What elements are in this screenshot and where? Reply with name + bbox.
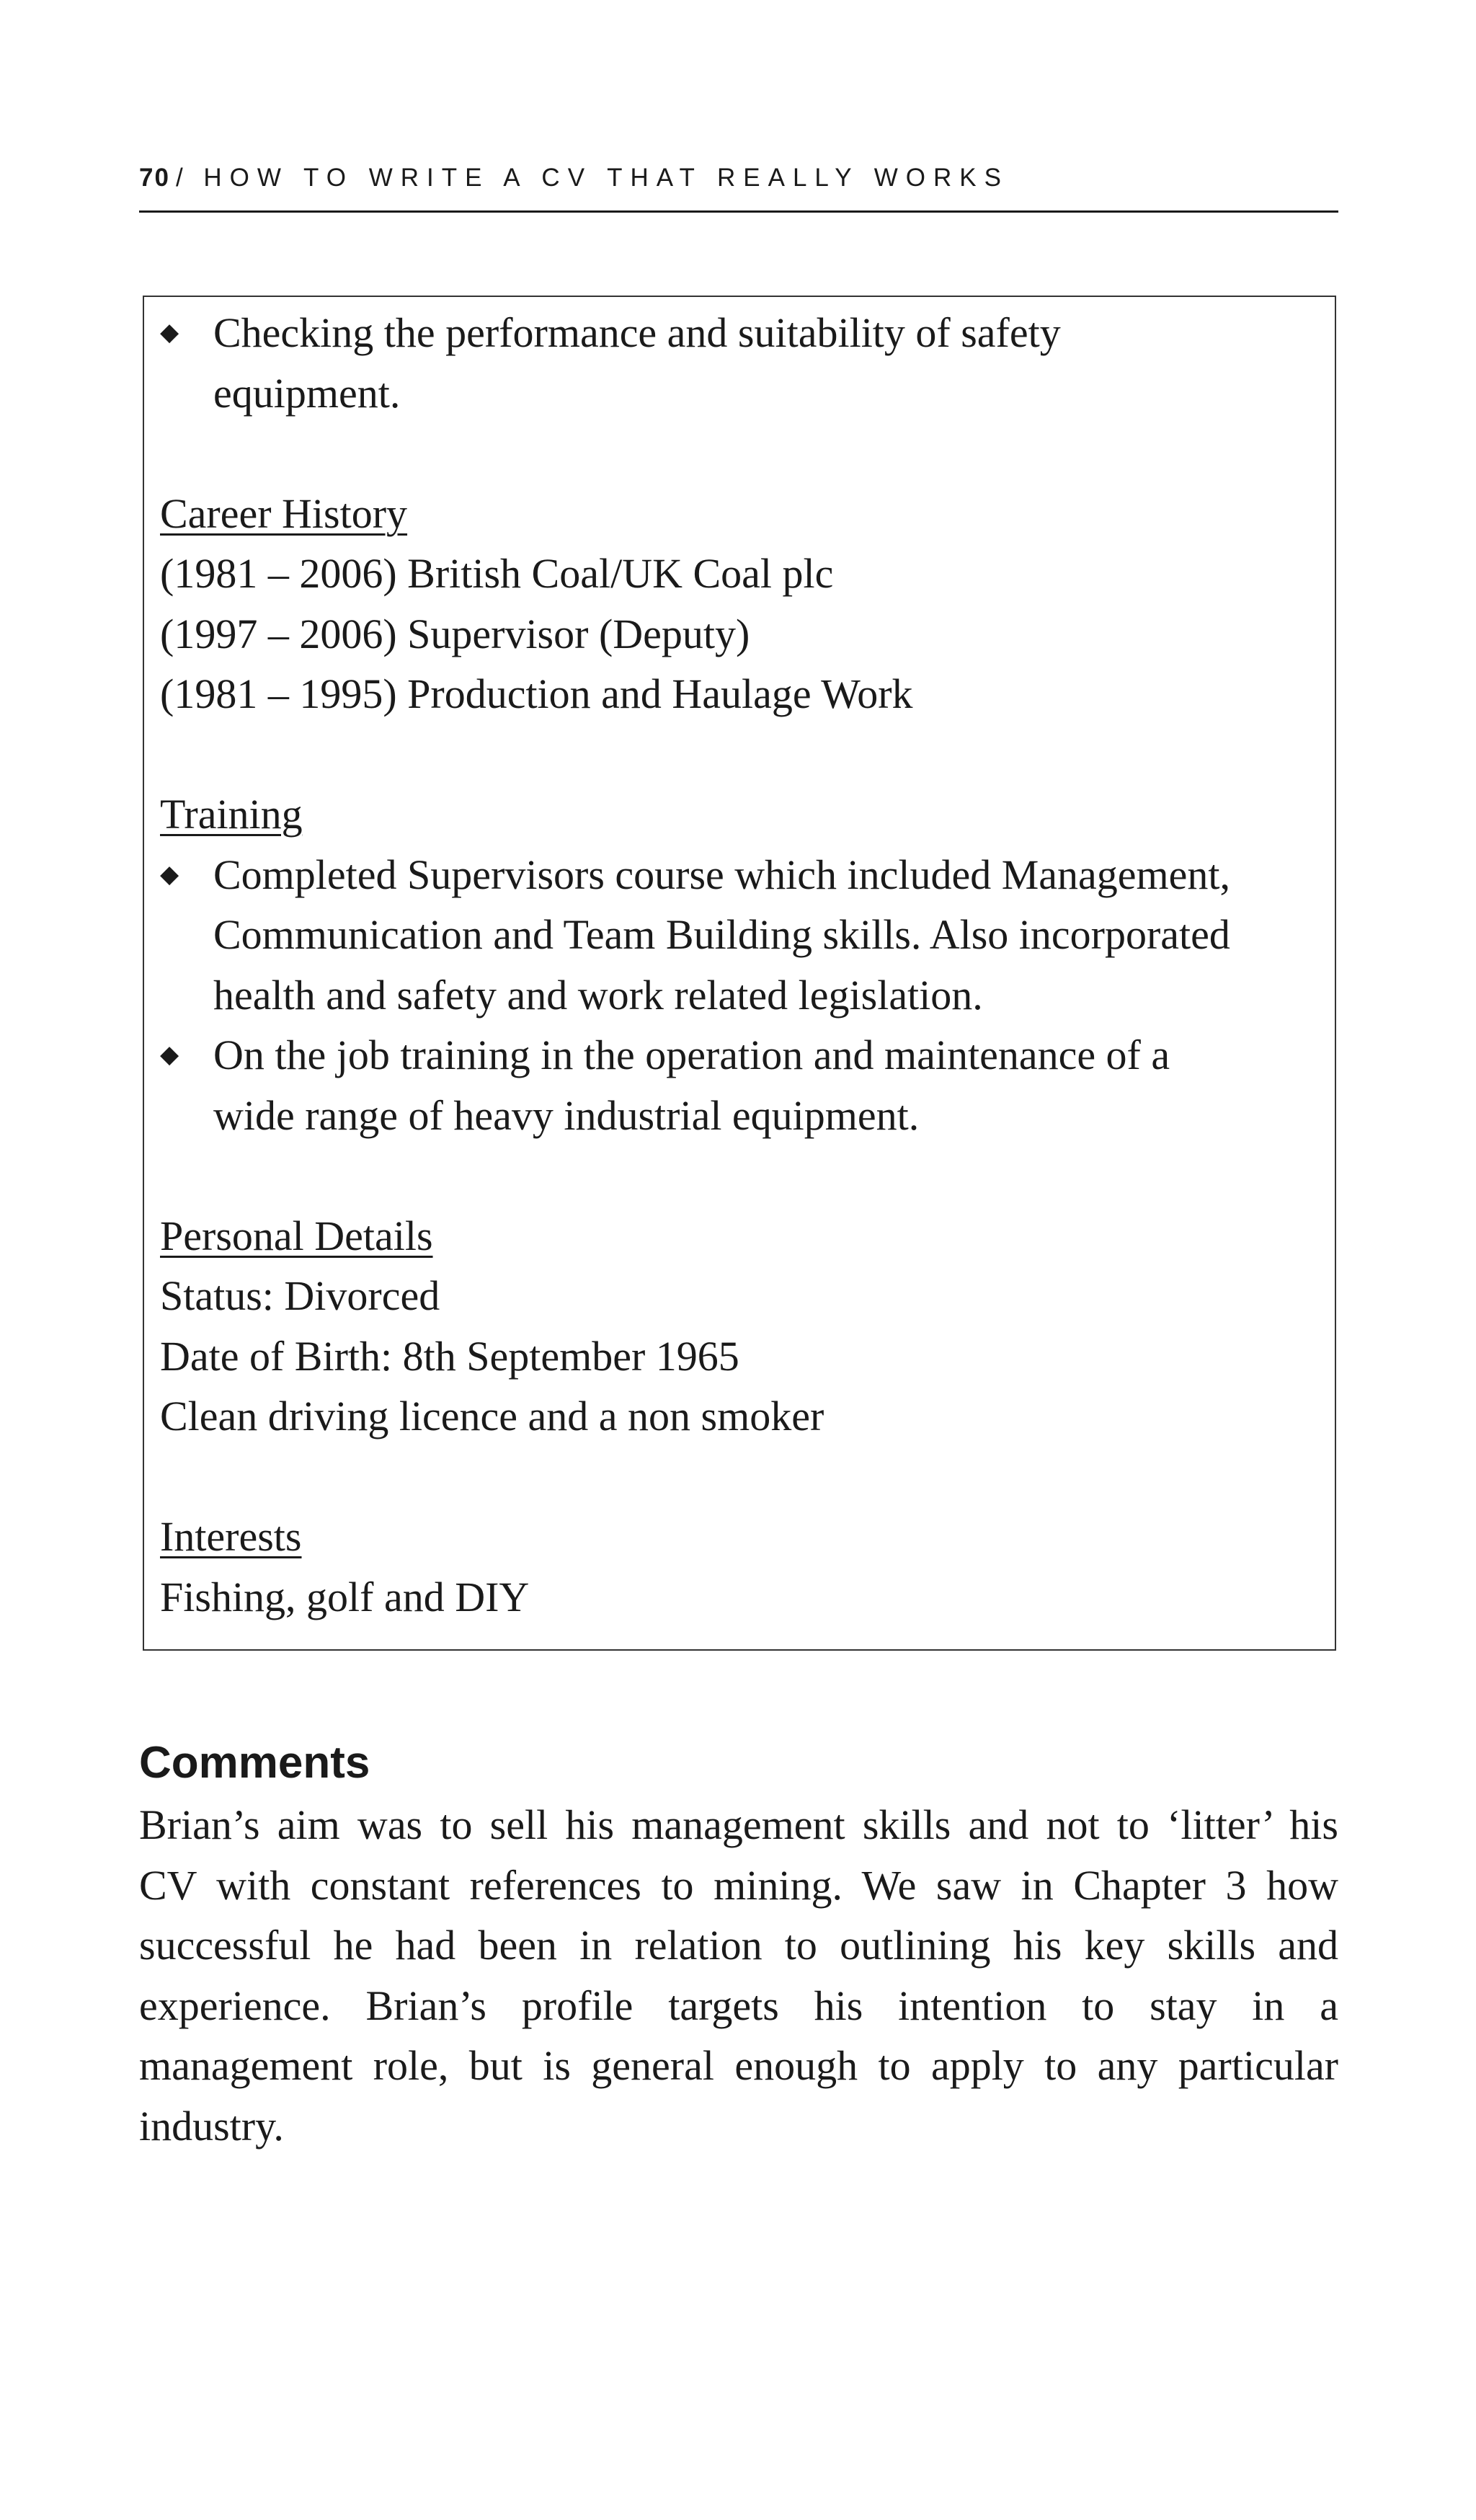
comments-line: management role, but is general enough to apply to any particular [139, 2042, 1338, 2089]
bullet-line: equipment. [213, 369, 401, 417]
career-entry: (1997 – 2006) Supervisor (Deputy) [160, 610, 750, 657]
personal-detail-line: Date of Birth: 8th September 1965 [160, 1332, 739, 1380]
comments-line: CV with constant references to mining. We saw in Chapter 3 how [139, 1861, 1338, 1909]
training-bullet [160, 845, 1320, 1026]
bullet-line: wide range of heavy industrial equipment. [213, 1091, 920, 1139]
interests-text: Fishing, golf and DIY [160, 1573, 530, 1620]
comments-line: successful he had been in relation to outlining his key skills and [139, 1922, 1338, 1969]
interests-heading: Interests [160, 1513, 302, 1560]
bullet-diamond-icon: ◆ [160, 318, 179, 347]
page-number: 70 [139, 164, 170, 192]
career-entry: (1981 – 1995) Production and Haulage Work [160, 670, 913, 717]
running-head [139, 160, 1338, 213]
skills-bullet [160, 303, 1320, 423]
training-heading: Training [160, 791, 303, 838]
bullet-line: Checking the performance and suitability of safety [213, 309, 1061, 356]
bullet-diamond-icon: ◆ [160, 1040, 179, 1069]
comments-heading: Comments [139, 1738, 370, 1788]
training-bullet [160, 1025, 1320, 1145]
bullet-line: Completed Supervisors course which included Management, [213, 851, 1231, 898]
bullet-line: Communication and Team Building skills. Also incorporated [213, 911, 1230, 958]
comments-line: industry. [139, 2102, 284, 2149]
bullet-diamond-icon: ◆ [160, 859, 179, 889]
header-separator: / [175, 164, 189, 192]
bullet-line: On the job training in the operation and maintenance of a [213, 1031, 1170, 1078]
bullet-line: health and safety and work related legislation. [213, 971, 983, 1019]
comments-paragraph [139, 1795, 1338, 2156]
cv-content [160, 303, 1320, 1627]
personal-detail-line: Clean driving licence and a non smoker [160, 1393, 824, 1439]
comments-line: Brian’s aim was to sell his management skills and not to ‘litter’ his [139, 1801, 1338, 1848]
book-title: HOW TO WRITE A CV THAT REALLY WORKS [203, 164, 1009, 192]
comments-line: experience. Brian’s profile targets his intention to stay in a [139, 1982, 1338, 2029]
personal-detail-line: Status: Divorced [160, 1272, 440, 1319]
career-entry: (1981 – 2006) British Coal/UK Coal plc [160, 550, 834, 597]
personal-details-heading: Personal Details [160, 1212, 433, 1259]
career-history-heading: Career History [160, 489, 408, 537]
